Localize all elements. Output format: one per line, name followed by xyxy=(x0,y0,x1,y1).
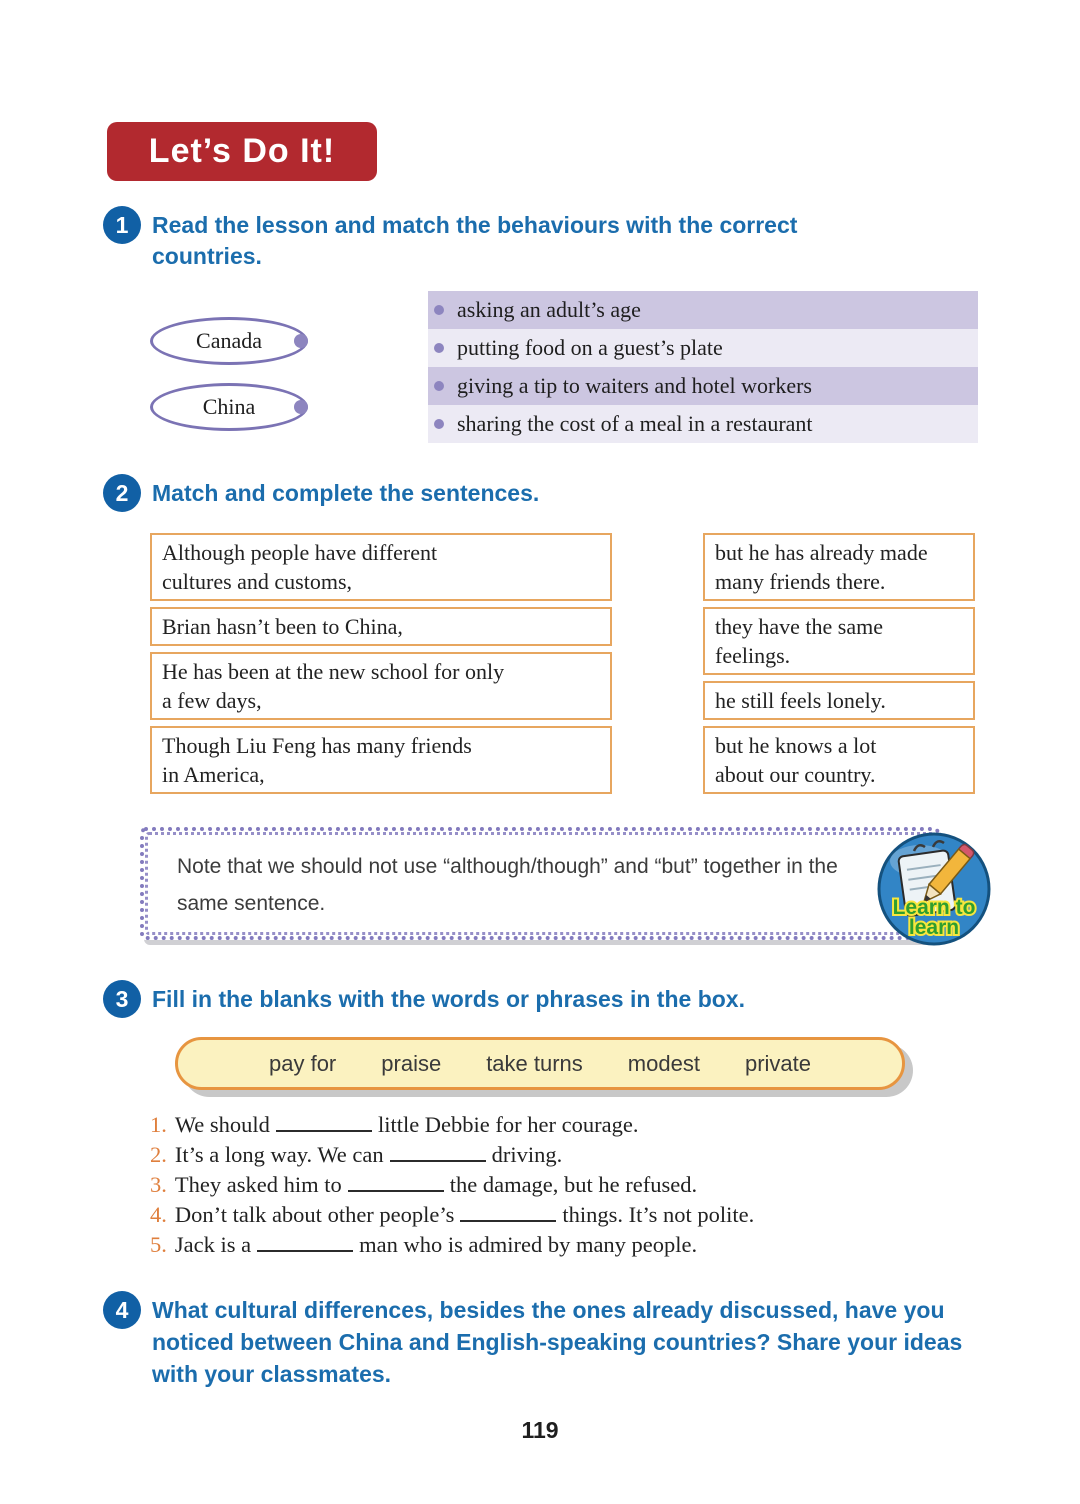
clause-line: many friends there. xyxy=(715,569,886,594)
sentence-number: 4. xyxy=(150,1202,167,1227)
clause-box-right xyxy=(703,533,975,601)
word-bank-item: praise xyxy=(381,1050,442,1076)
behaviour-label: putting food on a guest’s plate xyxy=(457,335,723,360)
sentence-row xyxy=(150,1170,950,1200)
exercise4-number-badge: 4 xyxy=(103,1291,141,1329)
badge-label-line1: Learn to xyxy=(892,896,976,919)
note-box xyxy=(140,827,940,940)
clause-line: they have the same xyxy=(715,614,883,639)
connector-dot-icon xyxy=(294,400,308,414)
bullet-icon xyxy=(434,381,444,391)
exercise2-title: Match and complete the sentences. xyxy=(152,480,540,506)
sentence-number: 1. xyxy=(150,1112,167,1137)
banner-label: Let’s Do It! xyxy=(148,132,336,170)
clause-line: but he knows a lot xyxy=(715,733,877,758)
clause-box-right xyxy=(703,681,975,720)
clause-line: about our country. xyxy=(715,762,876,787)
sentence-row xyxy=(150,1110,950,1140)
sentence-text: Jack is a xyxy=(174,1232,252,1257)
blank-line xyxy=(257,1233,353,1252)
learn-to-learn-icon xyxy=(876,831,992,947)
behaviour-row xyxy=(428,291,978,329)
clause-line: in America, xyxy=(162,762,265,787)
country-label-canada: Canada xyxy=(196,328,262,353)
behaviour-row xyxy=(428,367,978,405)
blank-line xyxy=(276,1113,372,1132)
sentence-text: It’s a long way. We can xyxy=(174,1142,384,1167)
sentence-text: We should xyxy=(174,1112,270,1137)
exercise3-title: Fill in the blanks with the words or phrases in the box. xyxy=(152,986,745,1012)
sentence-text: things. It’s not polite. xyxy=(562,1202,755,1227)
exercise1-number-badge: 1 xyxy=(103,206,141,244)
sentence-number: 3. xyxy=(150,1172,167,1197)
behaviours-list xyxy=(428,291,978,443)
behaviour-row xyxy=(428,329,978,367)
connector-dot-icon xyxy=(294,334,308,348)
blank-line xyxy=(390,1143,486,1162)
sentence-row xyxy=(150,1200,950,1230)
sentence-text: man who is admired by many people. xyxy=(359,1232,698,1257)
clause-box-left xyxy=(150,652,612,720)
sentence-number: 5. xyxy=(150,1232,167,1257)
sentence-text: They asked him to xyxy=(174,1172,342,1197)
badge-label-line2: learn xyxy=(908,916,960,939)
blank-line xyxy=(348,1173,444,1192)
word-bank-item: pay for xyxy=(269,1050,337,1076)
clause-line: He has been at the new school for only xyxy=(162,659,505,684)
note-text: Note that we should not use “although/though” and “but” together in the same sentence. xyxy=(177,855,838,915)
page-number: 119 xyxy=(521,1417,559,1443)
clause-line: he still feels lonely. xyxy=(715,688,886,713)
clause-line: Brian hasn’t been to China, xyxy=(162,614,403,639)
behaviour-row xyxy=(428,405,978,443)
clause-line: feelings. xyxy=(715,643,791,668)
bullet-icon xyxy=(434,343,444,353)
sentence-text: Don’t talk about other people’s xyxy=(174,1202,455,1227)
word-bank xyxy=(175,1037,905,1090)
behaviour-label: giving a tip to waiters and hotel workers xyxy=(457,373,812,398)
lets-do-it-banner xyxy=(107,122,377,181)
bullet-icon xyxy=(434,419,444,429)
exercise3-number-badge: 3 xyxy=(103,980,141,1018)
behaviour-label: sharing the cost of a meal in a restaurant xyxy=(457,411,813,436)
clause-line: a few days, xyxy=(162,688,262,713)
country-label-china: China xyxy=(202,394,256,419)
sentence-number: 2. xyxy=(150,1142,167,1167)
clause-line: but he has already made xyxy=(715,540,928,565)
clause-box-left xyxy=(150,533,612,601)
exercise4-title: What cultural differences, besides the ones already discussed, have you noticed between China and English-speaking countries? Share your ideas with your classmates. xyxy=(152,1297,963,1387)
sentence-row xyxy=(150,1140,950,1170)
clause-box-right xyxy=(703,726,975,794)
country-oval-china xyxy=(150,383,308,431)
sentence-text: little Debbie for her courage. xyxy=(377,1112,639,1137)
exercise2-number-badge: 2 xyxy=(103,474,141,512)
word-bank-item: modest xyxy=(627,1050,700,1076)
clause-line: Though Liu Feng has many friends xyxy=(162,733,472,758)
bullet-icon xyxy=(434,305,444,315)
clause-box-right xyxy=(703,607,975,675)
clause-line: Although people have different xyxy=(162,540,438,565)
exercise1-title: Read the lesson and match the behaviours with the correct countries. xyxy=(152,212,798,269)
sentence-text: the damage, but he refused. xyxy=(449,1172,698,1197)
sentence-text: driving. xyxy=(491,1142,563,1167)
sentence-row xyxy=(150,1230,950,1260)
fill-in-sentences xyxy=(150,1110,950,1260)
clause-box-left xyxy=(150,607,612,646)
clause-box-left xyxy=(150,726,612,794)
blank-line xyxy=(460,1203,556,1222)
word-bank-item: take turns xyxy=(486,1050,583,1076)
word-bank-item: private xyxy=(744,1050,811,1076)
clause-line: cultures and customs, xyxy=(162,569,353,594)
country-oval-canada xyxy=(150,317,308,365)
behaviour-label: asking an adult’s age xyxy=(457,297,641,322)
